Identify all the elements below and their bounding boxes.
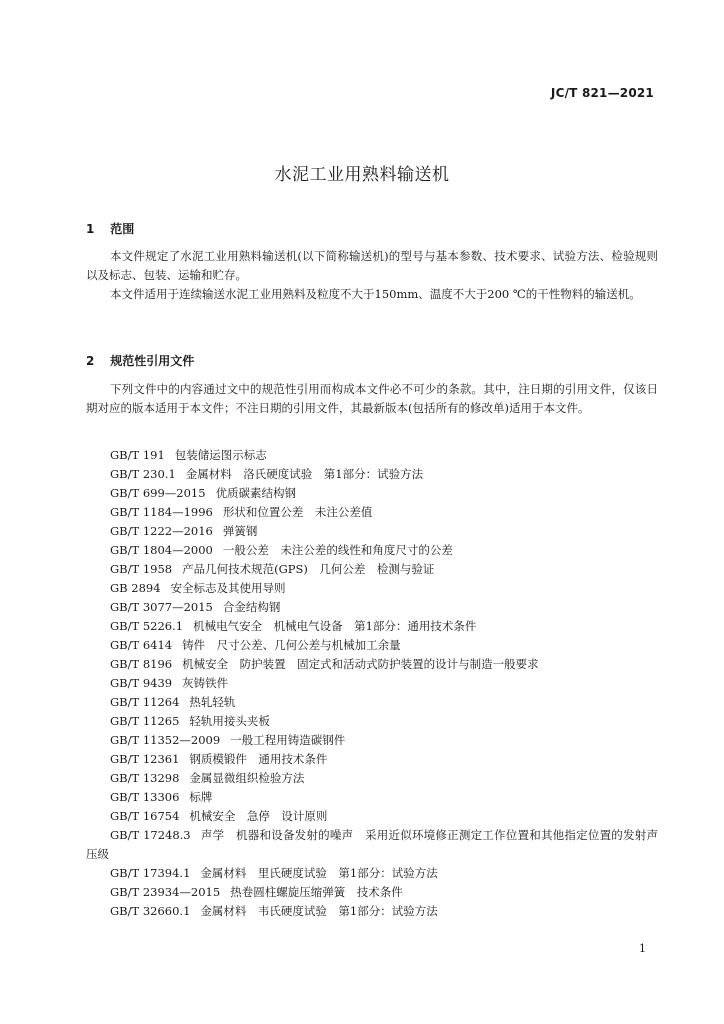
- reference-title: 热卷圆柱螺旋压缩弹簧 技术条件: [230, 885, 403, 899]
- reference-code: GB/T 13298: [110, 771, 180, 785]
- reference-title: 优质碳素结构钢: [215, 486, 297, 500]
- references-intro: 下列文件中的内容通过文中的规范性引用而构成本文件必不可少的条款。其中，注日期的引用文件，仅该日期对应的版本适用于本文件；不注日期的引用文件，其最新版本(包括所有的修改单)适用于本文件。: [86, 382, 658, 415]
- reference-code: GB/T 6414: [110, 638, 173, 652]
- reference-code: GB/T 11352—2009: [110, 733, 221, 747]
- reference-item: [86, 826, 658, 864]
- reference-item: [86, 579, 658, 598]
- reference-code: GB/T 230.1: [110, 467, 176, 481]
- section-heading-scope: [86, 220, 134, 237]
- reference-item: [86, 693, 658, 712]
- reference-item: [86, 674, 658, 693]
- reference-title: 安全标志及其使用导则: [170, 581, 286, 595]
- reference-code: GB/T 16754: [110, 809, 180, 823]
- reference-item: [86, 788, 658, 807]
- reference-title: 铸件 尺寸公差、几何公差与机械加工余量: [182, 638, 401, 652]
- standard-code: JC/T 821—2021: [550, 86, 654, 100]
- reference-item: [86, 484, 658, 503]
- reference-code: GB/T 11265: [110, 714, 180, 728]
- reference-title: 标牌: [189, 790, 213, 804]
- reference-code: GB/T 12361: [110, 752, 180, 766]
- reference-code: GB/T 32660.1: [110, 904, 191, 918]
- reference-title: 形状和位置公差 未注公差值: [222, 505, 373, 519]
- reference-code: GB/T 1222—2016: [110, 524, 213, 538]
- reference-code: GB/T 1184—1996: [110, 505, 213, 519]
- document-title: 水泥工业用熟料输送机: [274, 165, 450, 185]
- reference-item: [86, 465, 658, 484]
- reference-code: GB/T 11264: [110, 695, 180, 709]
- reference-code: GB/T 191: [110, 448, 165, 462]
- reference-title: 一般工程用铸造碳钢件: [230, 733, 346, 747]
- reference-code: GB/T 1958: [110, 562, 173, 576]
- reference-title: 机械安全 急停 设计原则: [189, 809, 328, 823]
- reference-item: [86, 731, 658, 750]
- reference-title: 金属材料 里氏硬度试验 第1部分：试验方法: [200, 866, 438, 880]
- reference-code: GB/T 1804—2000: [110, 543, 213, 557]
- reference-item: [86, 636, 658, 655]
- reference-list: [86, 446, 658, 921]
- reference-title: 机械安全 防护装置 固定式和活动式防护装置的设计与制造一般要求: [182, 657, 539, 671]
- reference-title: 金属材料 洛氏硬度试验 第1部分：试验方法: [185, 467, 424, 481]
- reference-title: 合金结构钢: [222, 600, 281, 614]
- reference-item: [86, 902, 658, 921]
- reference-item: [86, 807, 658, 826]
- reference-title: 钢质模锻件 通用技术条件: [189, 752, 328, 766]
- reference-code: GB/T 8196: [110, 657, 173, 671]
- reference-item: [86, 541, 658, 560]
- reference-item: [86, 446, 658, 465]
- scope-paragraph-1: 本文件规定了水泥工业用熟料输送机(以下简称输送机)的型号与基本参数、技术要求、试验方法、检验规则以及标志、包装、运输和贮存。: [86, 249, 658, 282]
- reference-item: [86, 655, 658, 674]
- reference-title: 金属显微组织检验方法: [189, 771, 305, 785]
- reference-code: GB/T 23934—2015: [110, 885, 221, 899]
- reference-title: 灰铸铁件: [182, 676, 229, 690]
- reference-title: 一般公差 未注公差的线性和角度尺寸的公差: [222, 543, 453, 557]
- reference-code: GB/T 9439: [110, 676, 173, 690]
- reference-title: 弹簧钢: [222, 524, 258, 538]
- reference-item: [86, 617, 658, 636]
- reference-item: [86, 560, 658, 579]
- reference-code: GB 2894: [110, 581, 161, 595]
- reference-code: GB/T 699—2015: [110, 486, 206, 500]
- reference-item: [86, 522, 658, 541]
- reference-code: GB/T 17248.3: [110, 828, 191, 842]
- reference-item: [86, 769, 658, 788]
- reference-code: GB/T 13306: [110, 790, 180, 804]
- reference-item: [86, 598, 658, 617]
- reference-title: 机械电气安全 机械电气设备 第1部分：通用技术条件: [193, 619, 477, 633]
- reference-title: 轻轨用接头夹板: [189, 714, 270, 728]
- reference-title: 声学 机器和设备发射的噪声 采用近似环境修正测定工作位置和其他指定位置的发射声压级: [86, 828, 658, 861]
- page-number: 1: [639, 942, 646, 955]
- section-title: 规范性引用文件: [110, 354, 195, 368]
- scope-paragraph-2: 本文件适用于连续输送水泥工业用熟料及粒度不大于150mm、温度不大于200 ℃的干性物料的输送机。: [110, 287, 641, 301]
- reference-title: 包装储运图示标志: [174, 448, 267, 462]
- reference-code: GB/T 3077—2015: [110, 600, 213, 614]
- section-title: 范围: [110, 222, 135, 236]
- reference-title: 产品几何技术规范(GPS) 几何公差 检测与验证: [182, 562, 435, 576]
- section-number: 2: [86, 354, 95, 368]
- reference-code: GB/T 5226.1: [110, 619, 184, 633]
- reference-item: [86, 750, 658, 769]
- reference-item: [86, 864, 658, 883]
- section-number: 1: [86, 222, 95, 236]
- reference-code: GB/T 17394.1: [110, 866, 191, 880]
- section-heading-normative-references: [86, 352, 194, 369]
- reference-title: 金属材料 韦氏硬度试验 第1部分：试验方法: [200, 904, 438, 918]
- reference-title: 热轧轻轨: [189, 695, 236, 709]
- reference-item: [86, 503, 658, 522]
- reference-item: [86, 883, 658, 902]
- reference-item: [86, 712, 658, 731]
